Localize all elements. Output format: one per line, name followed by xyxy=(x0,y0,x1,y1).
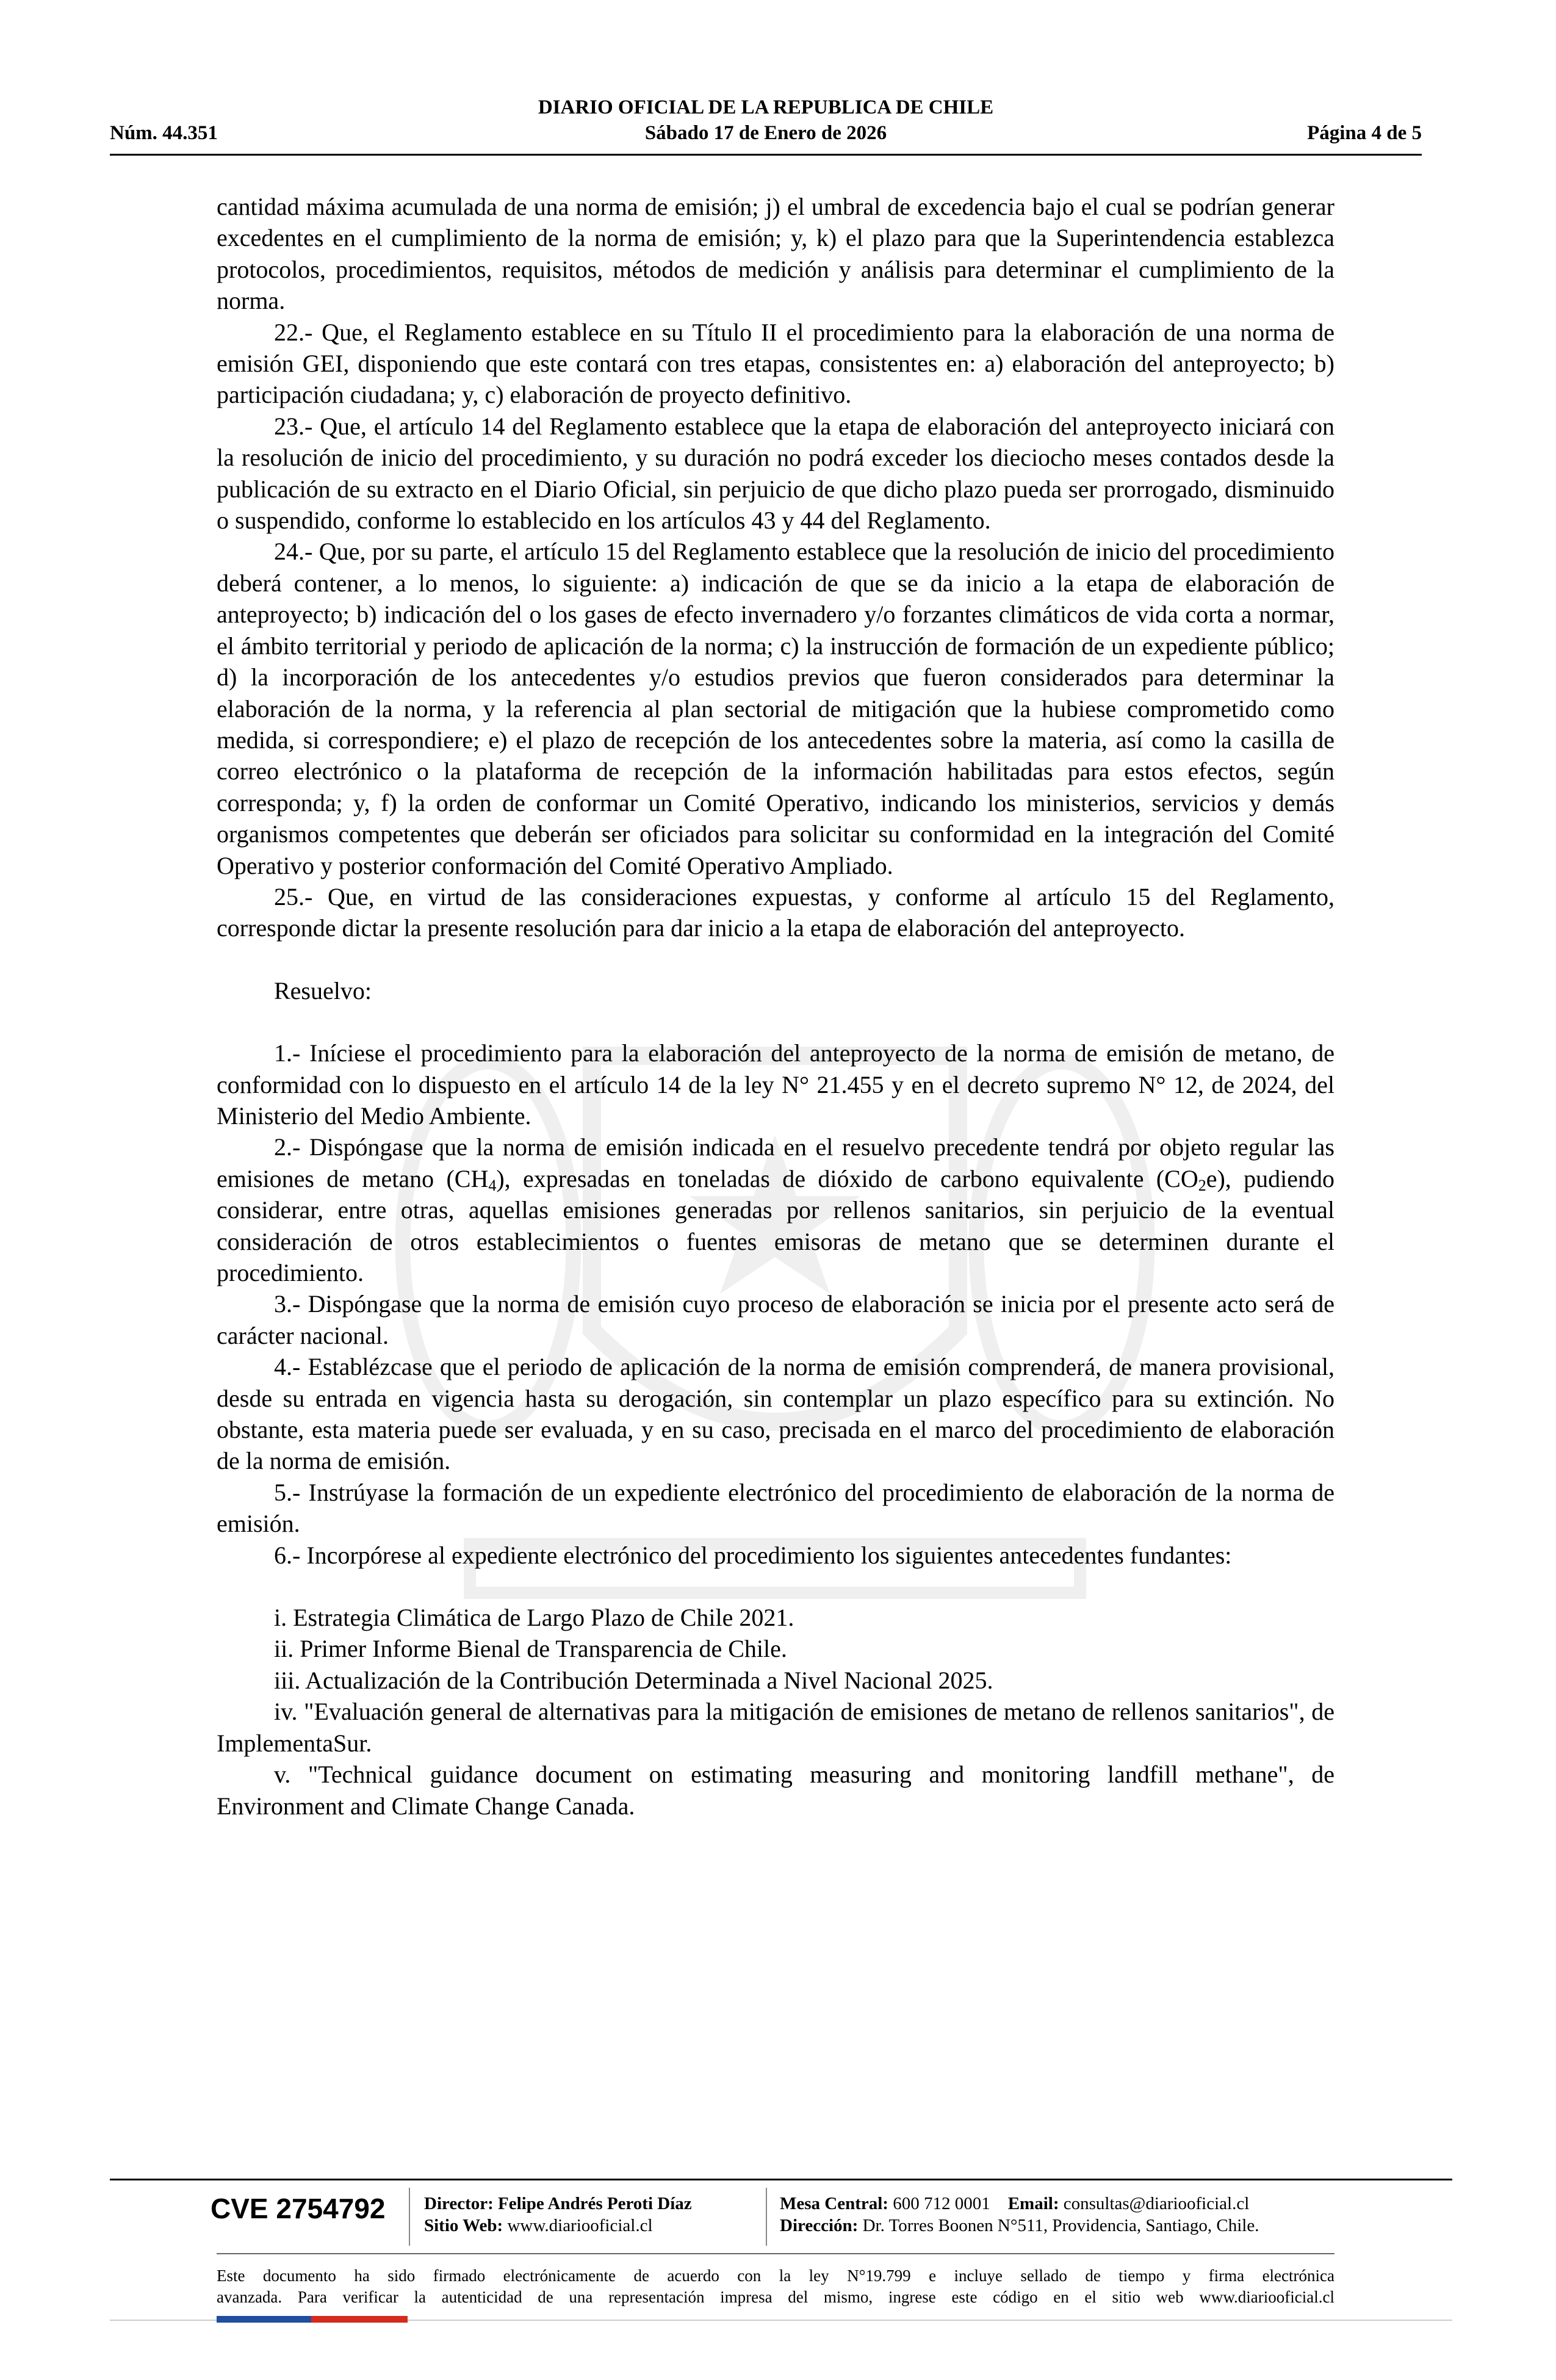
address-value: Dr. Torres Boonen N°511, Providencia, Santiago, Chile. xyxy=(862,2216,1259,2235)
issue-date: Sábado 17 de Enero de 2026 xyxy=(644,122,887,144)
document-body xyxy=(217,191,1334,1822)
header-divider xyxy=(110,154,1422,156)
resuelvo-4: 4.- Establézcase que el periodo de aplicación de la norma de emisión comprenderá, de manera provisional, desde su entrada en vigencia hasta su derogación, sin contemplar un plazo específico para su extinción. No obstante, esta materia puede ser evaluada, y en su caso, precisada en el marco del procedimiento de elaboración de la norma de emisión. xyxy=(217,1353,1334,1475)
footer-separator xyxy=(409,2188,410,2246)
resuelvo-6: 6.- Incorpórese al expediente electrónico del procedimiento los siguientes antecedentes fundantes: xyxy=(274,1541,1232,1569)
email-label: Email: xyxy=(1007,2194,1059,2213)
issue-number: Núm. 44.351 xyxy=(110,122,218,144)
resuelvo-2 xyxy=(217,1131,1334,1288)
considerando-24: 24.- Que, por su parte, el artículo 15 del Reglamento establece que la resolución de inicio del procedimiento deberá contener, a lo menos, lo siguiente: a) indicación de que se da inicio a la etapa de elaboración de anteproyecto; b) indicación del o los gases de efecto invernadero y/o forzantes climáticos de vida corta a normar, el ámbito territorial y periodo de aplicación de la norma; c) la instrucción de formación de un expediente público; d) la incorporación de los antecedentes y/o estudios previos que fueron considerados para determinar la elaboración de la norma, y la referencia al plan sectorial de mitigación que la hubiese comprometido como medida, si correspondiere; e) el plazo de recepción de los antecedentes sobre la materia, así como la casilla de correo electrónico o la plataforma de recepción de la información habilitadas para estos efectos, según corresponda; y, f) la orden de conformar un Comité Operativo, indicando los ministerios, servicios y demás organismos competentes que deberán ser oficiados para solicitar su conformidad en la integración del Comité Operativo y posterior conformación del Comité Operativo Ampliado. xyxy=(217,538,1334,879)
publication-title: DIARIO OFICIAL DE LA REPUBLICA DE CHILE xyxy=(538,96,994,118)
resuelvo-5: 5.- Instrúyase la formación de un expediente electrónico del procedimiento de elaboración de la norma de emisión. xyxy=(217,1478,1334,1538)
footer-separator xyxy=(766,2188,767,2246)
subscript-4: 4 xyxy=(488,1176,497,1194)
email-link[interactable]: consultas@diariooficial.cl xyxy=(1063,2194,1250,2213)
site-link[interactable]: www.diariooficial.cl xyxy=(507,2216,653,2235)
flag-stripe-blue xyxy=(217,2316,311,2323)
antecedente-item: iii. Actualización de la Contribución Determinada a Nivel Nacional 2025. xyxy=(274,1666,993,1694)
resuelvo-3: 3.- Dispóngase que la norma de emisión cuyo proceso de elaboración se inicia por el presente acto será de carácter nacional. xyxy=(217,1290,1334,1349)
legal-notice-line-1: Este documento ha sido firmado electrónicamente de acuerdo con la ley N°19.799 e incluye sellado de tiempo y firma electrónica xyxy=(217,2266,1334,2285)
footer-divider-middle xyxy=(217,2253,1334,2254)
legal-notice xyxy=(217,2265,1334,2308)
subscript-2: 2 xyxy=(1198,1176,1206,1194)
antecedente-item: v. "Technical guidance document on estimating measuring and monitoring landfill methane", de Environment and Climate Change Canada. xyxy=(217,1761,1334,1820)
resuelvo-2-text-a: 2.- Dispóngase que la norma de emisión indicada en el resuelvo precedente tendrá por objeto regular las emisiones de metano (CH xyxy=(217,1133,1334,1192)
footer-director-block xyxy=(424,2193,692,2237)
cve-code: CVE 2754792 xyxy=(211,2193,386,2224)
site-label: Sitio Web: xyxy=(424,2216,503,2235)
antecedente-item: iv. "Evaluación general de alternativas para la mitigación de emisiones de metano de rellenos sanitarios", de ImplementaSur. xyxy=(217,1698,1334,1757)
footer-divider-top xyxy=(110,2179,1452,2180)
antecedente-item: ii. Primer Informe Bienal de Transparencia de Chile. xyxy=(274,1635,787,1663)
considerando-25: 25.- Que, en virtud de las consideraciones expuestas, y conforme al artículo 15 del Reglamento, corresponde dictar la presente resolución para dar inicio a la etapa de elaboración del anteproyecto. xyxy=(217,882,1334,942)
resuelvo-1: 1.- Iníciese el procedimiento para la elaboración del anteproyecto de la norma de emisión de metano, de conformidad con lo dispuesto en el artículo 14 de la ley N° 21.455 y en el decreto supremo N° 12, de 2024, del Ministerio del Medio Ambiente. xyxy=(217,1039,1334,1130)
page-indicator: Página 4 de 5 xyxy=(1307,122,1422,144)
considerando-23: 23.- Que, el artículo 14 del Reglamento establece que la etapa de elaboración del anteproyecto iniciará con la resolución de inicio del procedimiento, y su duración no podrá exceder los dieciocho meses contados desde la publicación de su extracto en el Diario Oficial, sin perjuicio de que dicho plazo pueda ser prorrogado, disminuido o suspendido, conforme lo establecido en los artículos 43 y 44 del Reglamento. xyxy=(217,412,1334,535)
address-label: Dirección: xyxy=(780,2216,859,2235)
antecedente-item: i. Estrategia Climática de Largo Plazo de Chile 2021. xyxy=(274,1604,794,1632)
page-header xyxy=(110,95,1422,151)
footer-contact-block xyxy=(780,2193,1259,2237)
director-label: Director: xyxy=(424,2194,494,2213)
mesa-label: Mesa Central: xyxy=(780,2194,888,2213)
continuation-paragraph: cantidad máxima acumulada de una norma de emisión; j) el umbral de excedencia bajo el cual se podrían generar excedentes en el cumplimiento de la norma de emisión; y, k) el plazo para que la Superintendencia establezca protocolos, procedimientos, requisitos, métodos de medición y análisis para determinar el cumplimiento de la norma. xyxy=(217,193,1334,315)
legal-notice-line-2: avanzada. Para verificar la autenticidad de una representación impresa del mismo, ingrese este código en el sitio web www.diariooficial.cl xyxy=(217,2288,1334,2306)
mesa-phone: 600 712 0001 xyxy=(893,2194,990,2213)
flag-stripe-red xyxy=(311,2316,408,2323)
resuelvo-heading: Resuelvo: xyxy=(274,976,372,1004)
director-name: Felipe Andrés Peroti Díaz xyxy=(498,2194,692,2213)
resuelvo-2-text-c: e), pudiendo considerar, entre otras, aquellas emisiones generadas por rellenos sanitarios, sin perjuicio de la eventual consideración de otros establecimientos o fuentes emisoras de metano que se determinen durante el procedimiento. xyxy=(217,1164,1334,1286)
considerando-22: 22.- Que, el Reglamento establece en su Título II el procedimiento para la elaboración de una norma de emisión GEI, disponiendo que este contará con tres etapas, consistentes en: a) elaboración del anteproyecto; b) participación ciudadana; y, c) elaboración de proyecto definitivo. xyxy=(217,318,1334,409)
resuelvo-2-text-b: ), expresadas en toneladas de dióxido de carbono equivalente (CO xyxy=(496,1164,1198,1192)
